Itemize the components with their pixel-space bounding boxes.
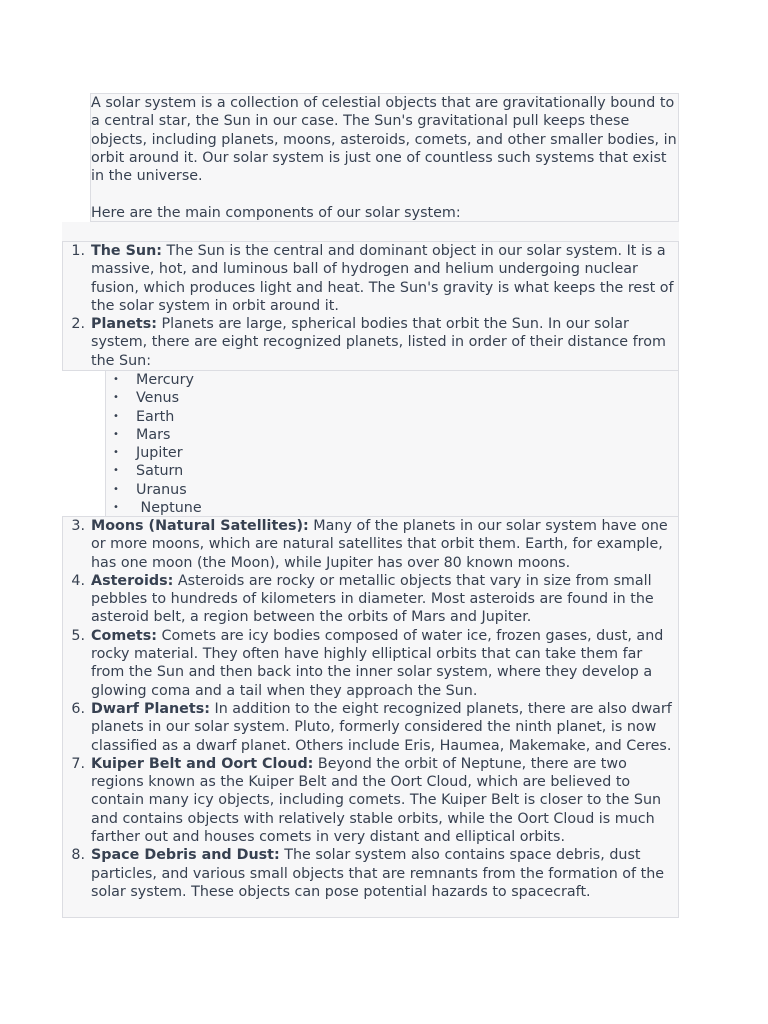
list-item bbox=[63, 700, 678, 755]
planet-item: • Neptune bbox=[106, 499, 678, 517]
list-item bbox=[63, 315, 678, 370]
planet-item: • Mars bbox=[106, 426, 678, 444]
item-term: Asteroids: bbox=[91, 572, 174, 589]
spacer-band bbox=[62, 222, 679, 242]
list-item bbox=[63, 572, 678, 627]
item-text: Asteroids are rocky or metallic objects that vary in size from small pebbles to hundreds of kilometers in diameter. Most asteroids are found in the asteroid belt, a region between the orbits of Mars and Jupiter. bbox=[91, 572, 654, 626]
item-text: Many of the planets in our solar system have one or more moons, which are natural satellites that orbit them. Earth, for example, has one moon (the Moon), while Jupiter has over 80 known moons. bbox=[91, 518, 668, 571]
list-item bbox=[63, 846, 678, 901]
intro-lead: Here are the main components of our solar system: bbox=[91, 205, 461, 222]
planets-list bbox=[105, 370, 679, 517]
item-number: 5. bbox=[71, 627, 85, 644]
planet-item: • Mercury bbox=[106, 371, 678, 389]
item-text: Beyond the orbit of Neptune, there are two regions known as the Kuiper Belt and the Oort Cloud, which are believed to contain many icy objects, including comets. The Kuiper Belt is closer to the Sun and contains objects with relatively stable orbits, while the Oort Cloud is much farther out and houses comets in very distant and elliptical orbits. bbox=[91, 755, 662, 846]
item-text: Planets are large, spherical bodies that orbit the Sun. In our solar system, there are eight recognized planets, listed in order of their distance from the Sun: bbox=[91, 316, 666, 369]
components-list-part-2 bbox=[62, 516, 679, 918]
item-text: Comets are icy bodies composed of water ice, frozen gases, dust, and rocky material. They often have highly elliptical orbits that can take them far from the Sun and then back into the inner solar system, where they develop a glowing coma and a tail when they approach the Sun. bbox=[91, 627, 664, 699]
item-number: 6. bbox=[71, 700, 85, 717]
intro-block bbox=[90, 93, 679, 222]
item-term: Kuiper Belt and Oort Cloud: bbox=[91, 755, 314, 772]
item-term: Planets: bbox=[91, 316, 157, 333]
item-number: 8. bbox=[71, 847, 85, 864]
components-list-part-1 bbox=[62, 241, 679, 371]
item-term: Moons (Natural Satellites): bbox=[91, 518, 309, 534]
item-term: Space Debris and Dust: bbox=[91, 847, 280, 864]
item-number: 2. bbox=[71, 316, 85, 333]
item-text: The Sun is the central and dominant object in our solar system. It is a massive, hot, and luminous ball of hydrogen and helium undergoing nuclear fusion, which produces light and heat. The Sun's gravity is what keeps the rest of the solar system in orbit around it. bbox=[91, 243, 674, 314]
planet-item: • Venus bbox=[106, 389, 678, 407]
intro-paragraph: A solar system is a collection of celestial objects that are gravitationally bound to a central star, the Sun in our case. The Sun's gravitational pull keeps these objects, including planets, moons, asteroids, comets, and other smaller bodies, in orbit around it. Our solar system is just one of countless such systems that exist in the universe. bbox=[91, 95, 677, 185]
list-item bbox=[63, 755, 678, 846]
item-number: 7. bbox=[71, 755, 85, 772]
item-term: The Sun: bbox=[91, 243, 162, 259]
planet-item: • Jupiter bbox=[106, 444, 678, 462]
item-number: 4. bbox=[71, 572, 85, 589]
planet-item: • Uranus bbox=[106, 481, 678, 499]
list-item bbox=[63, 627, 678, 700]
item-term: Dwarf Planets: bbox=[91, 700, 210, 717]
list-item bbox=[63, 517, 678, 572]
planet-item: • Saturn bbox=[106, 462, 678, 480]
item-text: The solar system also contains space debris, dust particles, and various small objects that are remnants from the formation of the solar system. These objects can pose potential hazards to spacecraft. bbox=[91, 847, 665, 900]
item-number: 3. bbox=[71, 518, 85, 534]
planet-item: • Earth bbox=[106, 408, 678, 426]
item-term: Comets: bbox=[91, 627, 157, 644]
item-text: In addition to the eight recognized planets, there are also dwarf planets in our solar system. Pluto, formerly considered the ninth planet, is now classified as a dwarf planet. Others include Eris, Haumea, Makemake, and Ceres. bbox=[91, 700, 672, 754]
item-number: 1. bbox=[71, 243, 85, 259]
list-item bbox=[63, 242, 678, 315]
